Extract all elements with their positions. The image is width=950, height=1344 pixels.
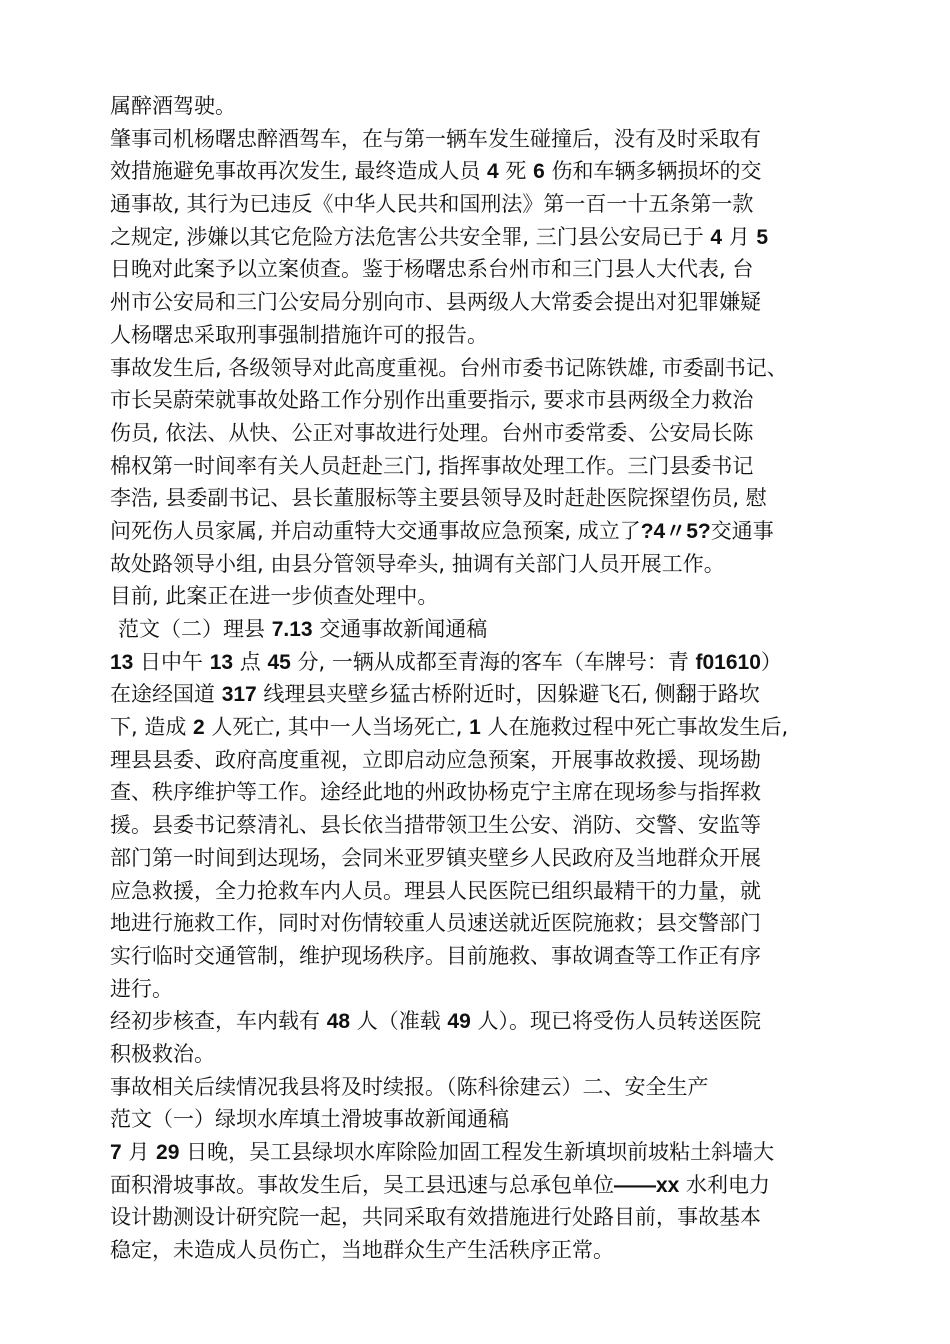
text-line: 李浩, 县委副书记、县长董服标等主要县领导及时赶赴医院探望伤员, 慰 [110, 486, 767, 511]
text-line: 通事故, 其行为已违反《中华人民共和国刑法》第一百一十五条第一款 [110, 192, 754, 217]
text-line: 援。县委书记蔡清礼、县长依当措带领卫生公安、消防、交警、安监等 [110, 813, 761, 838]
text-line: 下, 造成 2 人死亡, 其中一人当场死亡, 1 人在施救过程中死亡事故发生后, [110, 715, 789, 740]
text-line: 查、秩序维护等工作。途经此地的州政协杨克宁主席在现场参与指挥救 [110, 780, 761, 805]
section-heading: 范文（一）绿坝水库填土滑坡事故新闻通稿 [110, 1107, 509, 1132]
text-line: 之规定, 涉嫌以其它危险方法危害公共安全罪, 三门县公安局已于 4 月 5 [110, 224, 769, 249]
text-line: 积极救治。 [110, 1041, 215, 1066]
text-line: 在途经国道 317 线理县夹壁乡猛古桥附近时，因躲避飞石, 侧翻于路坎 [110, 682, 760, 707]
text-line: 肇事司机杨曙忠醉酒驾车，在与第一辆车发生碰撞后，没有及时采取有 [110, 126, 761, 151]
text-line: 故处路领导小组, 由县分管领导牵头, 抽调有关部门人员开展工作。 [110, 551, 725, 576]
text-line: 事故相关后续情况我县将及时续报。（陈科徐建云）二、安全生产 [110, 1074, 709, 1099]
text-line: 目前, 此案正在进一步侦查处理中。 [110, 584, 439, 609]
text-line: 13 日中午 13 点 45 分, 一辆从成都至青海的客车（车牌号：青 f01610） [110, 649, 782, 674]
text-line: 应急救援，全力抢救车内人员。理县人民医院已组织最精干的力量，就 [110, 878, 761, 903]
text-line: 设计勘测设计研究院一起，共同采取有效措施进行处路目前，事故基本 [110, 1205, 761, 1230]
text-line: 效措施避免事故再次发生, 最终造成人员 4 死 6 伤和车辆多辆损坏的交 [110, 159, 762, 184]
text-line: 部门第一时间到达现场，会同米亚罗镇夹壁乡人民政府及当地群众开展 [110, 845, 761, 870]
text-line: 州市公安局和三门公安局分别向市、县两级人大常委会提出对犯罪嫌疑 [110, 290, 761, 315]
text-line: 实行临时交通管制，维护现场秩序。目前施救、事故调查等工作正有序 [110, 943, 761, 968]
text-line: 面积滑坡事故。事故发生后，吴工县迅速与总承包单位——xx 水利电力 [110, 1172, 771, 1197]
text-line: 理县县委、政府高度重视，立即启动应急预案，开展事故救援、现场勘 [110, 747, 761, 772]
document-page [110, 90, 860, 1267]
text-line: 市长吴蔚荣就事故处路工作分别作出重要指示, 要求市县两级全力救治 [110, 388, 754, 413]
text-line: 进行。 [110, 976, 173, 1001]
section-heading: 范文（二）理县 7.13 交通事故新闻通稿 [118, 617, 488, 641]
text-line: 伤员, 依法、从快、公正对事故进行处理。台州市委常委、公安局长陈 [110, 420, 754, 445]
text-line: 7 月 29 日晚，吴工县绿坝水库除险加固工程发生新填坝前坡粘土斜墙大 [110, 1140, 775, 1164]
text-line: 棉权第一时间率有关人员赶赴三门, 指挥事故处理工作。三门县委书记 [110, 453, 754, 478]
text-line: 稳定，未造成人员伤亡，当地群众生产生活秩序正常。 [110, 1238, 614, 1263]
text-line: 地进行施救工作，同时对伤情较重人员速送就近医院施救；县交警部门 [110, 911, 761, 936]
text-line: 事故发生后, 各级领导对此高度重视。台州市委书记陈铁雄, 市委副书记、 [110, 355, 788, 380]
text-line: 属醉酒驾驶。 [110, 94, 236, 118]
text-line: 问死伤人员家属, 并启动重特大交通事故应急预案, 成立了?4〃5?交通事 [110, 518, 774, 543]
text-line: 日晚对此案予以立案侦查。鉴于杨曙忠系台州市和三门县人大代表, 台 [110, 257, 754, 282]
text-line: 人杨曙忠采取刑事强制措施许可的报告。 [110, 322, 488, 347]
text-line: 经初步核查，车内载有 48 人（准载 49 人）。现已将受伤人员转送医院 [110, 1009, 761, 1034]
